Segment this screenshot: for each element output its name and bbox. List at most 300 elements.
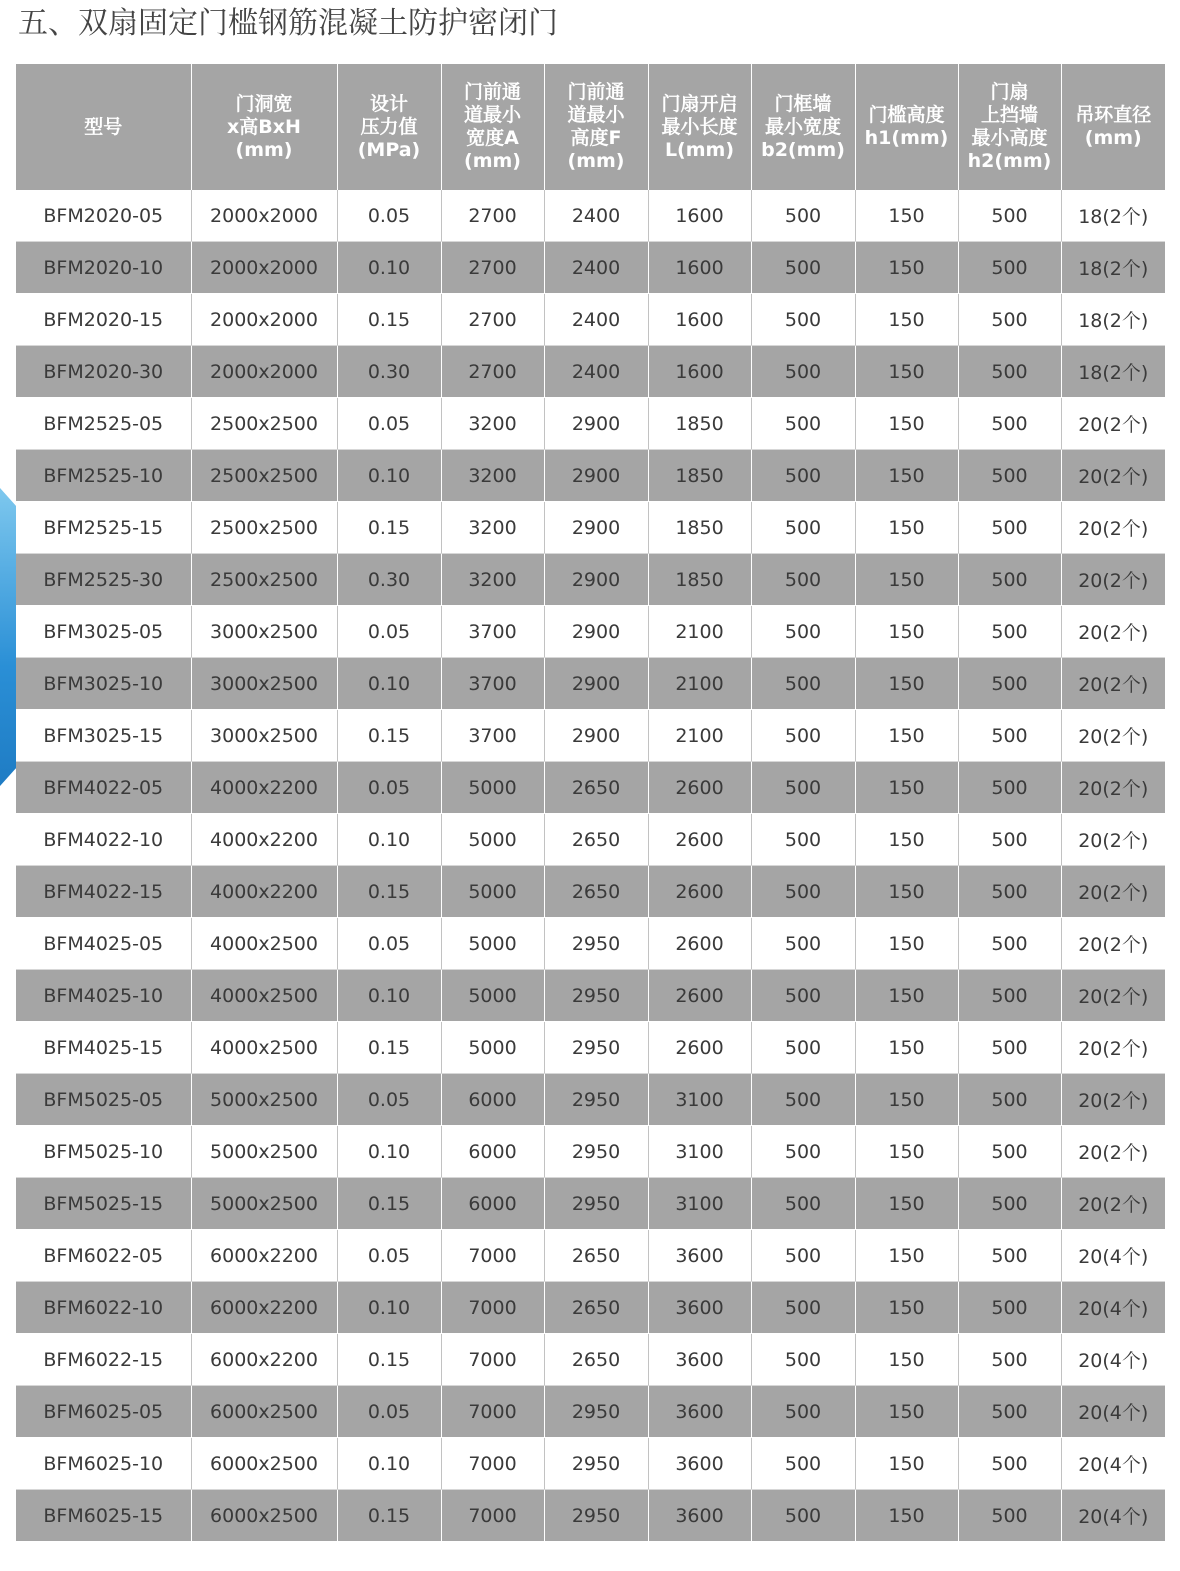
- cell-min-upper-wall-height: 500: [958, 502, 1061, 554]
- cell-min-upper-wall-height: 500: [958, 866, 1061, 918]
- cell-opening-size: 2000x2000: [191, 346, 337, 398]
- cell-design-pressure: 0.10: [337, 1438, 441, 1490]
- cell-min-frame-wall-width: 500: [751, 1490, 855, 1542]
- cell-threshold-height: 150: [855, 1022, 958, 1074]
- cell-lifting-ring-diameter: 20(2个): [1061, 866, 1165, 918]
- cell-threshold-height: 150: [855, 450, 958, 502]
- cell-min-passage-width: 2700: [441, 294, 544, 346]
- table-row: [16, 450, 1165, 502]
- cell-min-upper-wall-height: 500: [958, 762, 1061, 814]
- cell-min-upper-wall-height: 500: [958, 1022, 1061, 1074]
- cell-threshold-height: 150: [855, 1334, 958, 1386]
- cell-min-opening-length: 3100: [648, 1126, 751, 1178]
- cell-min-passage-width: 7000: [441, 1334, 544, 1386]
- cell-min-passage-width: 3200: [441, 450, 544, 502]
- cell-lifting-ring-diameter: 20(4个): [1061, 1282, 1165, 1334]
- cell-threshold-height: 150: [855, 554, 958, 606]
- cell-min-upper-wall-height: 500: [958, 1282, 1061, 1334]
- cell-lifting-ring-diameter: 20(2个): [1061, 1126, 1165, 1178]
- cell-min-passage-width: 2700: [441, 346, 544, 398]
- cell-min-frame-wall-width: 500: [751, 398, 855, 450]
- cell-min-passage-height: 2950: [544, 1178, 648, 1230]
- cell-threshold-height: 150: [855, 866, 958, 918]
- cell-lifting-ring-diameter: 20(4个): [1061, 1490, 1165, 1542]
- cell-min-passage-width: 7000: [441, 1282, 544, 1334]
- cell-design-pressure: 0.05: [337, 1230, 441, 1282]
- cell-min-opening-length: 1850: [648, 502, 751, 554]
- cell-min-frame-wall-width: 500: [751, 554, 855, 606]
- header-min-passage-width: 门前通 道最小 宽度A (mm): [441, 64, 544, 190]
- cell-lifting-ring-diameter: 18(2个): [1061, 242, 1165, 294]
- cell-model: BFM5025-05: [16, 1074, 191, 1126]
- cell-min-opening-length: 1850: [648, 398, 751, 450]
- table-row: [16, 242, 1165, 294]
- cell-min-passage-width: 7000: [441, 1386, 544, 1438]
- cell-lifting-ring-diameter: 20(2个): [1061, 398, 1165, 450]
- cell-min-upper-wall-height: 500: [958, 1490, 1061, 1542]
- cell-min-upper-wall-height: 500: [958, 918, 1061, 970]
- cell-model: BFM2525-05: [16, 398, 191, 450]
- table-row: [16, 658, 1165, 710]
- cell-threshold-height: 150: [855, 762, 958, 814]
- cell-model: BFM4025-15: [16, 1022, 191, 1074]
- cell-lifting-ring-diameter: 20(4个): [1061, 1334, 1165, 1386]
- table-row: [16, 710, 1165, 762]
- cell-min-passage-height: 2900: [544, 658, 648, 710]
- cell-lifting-ring-diameter: 20(2个): [1061, 814, 1165, 866]
- cell-min-upper-wall-height: 500: [958, 1126, 1061, 1178]
- cell-design-pressure: 0.05: [337, 606, 441, 658]
- cell-design-pressure: 0.10: [337, 242, 441, 294]
- cell-threshold-height: 150: [855, 658, 958, 710]
- cell-min-passage-width: 2700: [441, 242, 544, 294]
- cell-model: BFM4025-10: [16, 970, 191, 1022]
- cell-min-frame-wall-width: 500: [751, 1438, 855, 1490]
- cell-min-opening-length: 2600: [648, 866, 751, 918]
- header-min-passage-height: 门前通 道最小 高度F (mm): [544, 64, 648, 190]
- header-design-pressure: 设计 压力值 (MPa): [337, 64, 441, 190]
- cell-opening-size: 2500x2500: [191, 398, 337, 450]
- table-row: [16, 502, 1165, 554]
- header-threshold-height: 门槛高度 h1(mm): [855, 64, 958, 190]
- cell-min-upper-wall-height: 500: [958, 346, 1061, 398]
- cell-design-pressure: 0.05: [337, 190, 441, 242]
- cell-min-passage-width: 6000: [441, 1074, 544, 1126]
- cell-lifting-ring-diameter: 20(2个): [1061, 450, 1165, 502]
- cell-design-pressure: 0.05: [337, 1386, 441, 1438]
- cell-min-frame-wall-width: 500: [751, 658, 855, 710]
- cell-min-frame-wall-width: 500: [751, 1282, 855, 1334]
- cell-min-opening-length: 1850: [648, 450, 751, 502]
- cell-model: BFM5025-10: [16, 1126, 191, 1178]
- cell-lifting-ring-diameter: 18(2个): [1061, 190, 1165, 242]
- cell-min-upper-wall-height: 500: [958, 1386, 1061, 1438]
- cell-min-frame-wall-width: 500: [751, 1230, 855, 1282]
- cell-threshold-height: 150: [855, 606, 958, 658]
- cell-min-passage-height: 2950: [544, 970, 648, 1022]
- cell-opening-size: 4000x2200: [191, 762, 337, 814]
- cell-min-passage-height: 2950: [544, 1022, 648, 1074]
- cell-min-frame-wall-width: 500: [751, 242, 855, 294]
- cell-min-opening-length: 1600: [648, 346, 751, 398]
- cell-design-pressure: 0.15: [337, 294, 441, 346]
- table-row: [16, 398, 1165, 450]
- cell-design-pressure: 0.15: [337, 1022, 441, 1074]
- cell-min-passage-width: 3700: [441, 606, 544, 658]
- cell-lifting-ring-diameter: 20(2个): [1061, 502, 1165, 554]
- cell-min-passage-height: 2950: [544, 1490, 648, 1542]
- cell-min-upper-wall-height: 500: [958, 450, 1061, 502]
- cell-min-passage-height: 2950: [544, 1438, 648, 1490]
- table-row: [16, 606, 1165, 658]
- cell-min-upper-wall-height: 500: [958, 710, 1061, 762]
- cell-min-frame-wall-width: 500: [751, 190, 855, 242]
- cell-min-opening-length: 2600: [648, 762, 751, 814]
- cell-min-passage-height: 2950: [544, 918, 648, 970]
- cell-min-opening-length: 3600: [648, 1438, 751, 1490]
- side-accent-bar: [0, 488, 16, 786]
- cell-opening-size: 2000x2000: [191, 294, 337, 346]
- cell-min-passage-height: 2900: [544, 398, 648, 450]
- cell-min-upper-wall-height: 500: [958, 970, 1061, 1022]
- cell-min-frame-wall-width: 500: [751, 346, 855, 398]
- cell-min-passage-height: 2900: [544, 606, 648, 658]
- cell-min-passage-height: 2400: [544, 242, 648, 294]
- header-min-frame-wall-width: 门框墙 最小宽度 b2(mm): [751, 64, 855, 190]
- cell-min-opening-length: 3600: [648, 1230, 751, 1282]
- cell-opening-size: 4000x2500: [191, 918, 337, 970]
- table-row: [16, 1178, 1165, 1230]
- cell-min-opening-length: 2600: [648, 814, 751, 866]
- cell-model: BFM2020-30: [16, 346, 191, 398]
- cell-model: BFM2525-10: [16, 450, 191, 502]
- cell-opening-size: 4000x2500: [191, 1022, 337, 1074]
- cell-opening-size: 6000x2200: [191, 1334, 337, 1386]
- cell-design-pressure: 0.15: [337, 710, 441, 762]
- cell-min-frame-wall-width: 500: [751, 450, 855, 502]
- cell-lifting-ring-diameter: 20(2个): [1061, 1178, 1165, 1230]
- cell-lifting-ring-diameter: 20(4个): [1061, 1438, 1165, 1490]
- cell-min-opening-length: 3100: [648, 1074, 751, 1126]
- header-min-upper-wall-height: 门扇 上挡墙 最小高度 h2(mm): [958, 64, 1061, 190]
- cell-min-upper-wall-height: 500: [958, 606, 1061, 658]
- cell-model: BFM3025-05: [16, 606, 191, 658]
- table-row: [16, 554, 1165, 606]
- cell-min-passage-height: 2400: [544, 346, 648, 398]
- cell-design-pressure: 0.05: [337, 762, 441, 814]
- header-model: 型号: [16, 64, 191, 190]
- cell-min-opening-length: 2600: [648, 918, 751, 970]
- cell-min-upper-wall-height: 500: [958, 242, 1061, 294]
- cell-min-opening-length: 1600: [648, 242, 751, 294]
- cell-threshold-height: 150: [855, 1490, 958, 1542]
- cell-lifting-ring-diameter: 20(2个): [1061, 1074, 1165, 1126]
- cell-model: BFM4025-05: [16, 918, 191, 970]
- cell-opening-size: 6000x2500: [191, 1438, 337, 1490]
- header-min-opening-length: 门扇开启 最小长度 L(mm): [648, 64, 751, 190]
- cell-lifting-ring-diameter: 20(2个): [1061, 1022, 1165, 1074]
- cell-min-passage-width: 2700: [441, 190, 544, 242]
- table-row: [16, 1230, 1165, 1282]
- cell-design-pressure: 0.15: [337, 866, 441, 918]
- spec-table: [16, 64, 1165, 1542]
- cell-min-upper-wall-height: 500: [958, 1438, 1061, 1490]
- table-row: [16, 1386, 1165, 1438]
- cell-threshold-height: 150: [855, 918, 958, 970]
- cell-min-passage-width: 7000: [441, 1490, 544, 1542]
- cell-min-frame-wall-width: 500: [751, 1022, 855, 1074]
- cell-design-pressure: 0.10: [337, 814, 441, 866]
- table-row: [16, 346, 1165, 398]
- cell-threshold-height: 150: [855, 346, 958, 398]
- cell-threshold-height: 150: [855, 190, 958, 242]
- table-row: [16, 866, 1165, 918]
- header-opening-size: 门洞宽 x高BxH (mm): [191, 64, 337, 190]
- cell-min-passage-height: 2400: [544, 294, 648, 346]
- cell-min-frame-wall-width: 500: [751, 294, 855, 346]
- cell-model: BFM4022-05: [16, 762, 191, 814]
- cell-min-passage-width: 3700: [441, 710, 544, 762]
- table-row: [16, 970, 1165, 1022]
- cell-min-opening-length: 1850: [648, 554, 751, 606]
- cell-threshold-height: 150: [855, 970, 958, 1022]
- cell-min-upper-wall-height: 500: [958, 294, 1061, 346]
- table-row: [16, 1022, 1165, 1074]
- cell-opening-size: 2500x2500: [191, 554, 337, 606]
- cell-model: BFM6025-15: [16, 1490, 191, 1542]
- cell-min-opening-length: 3600: [648, 1334, 751, 1386]
- cell-design-pressure: 0.30: [337, 554, 441, 606]
- table-row: [16, 190, 1165, 242]
- cell-opening-size: 5000x2500: [191, 1126, 337, 1178]
- cell-threshold-height: 150: [855, 1074, 958, 1126]
- cell-threshold-height: 150: [855, 1386, 958, 1438]
- cell-min-opening-length: 3600: [648, 1386, 751, 1438]
- cell-lifting-ring-diameter: 20(4个): [1061, 1386, 1165, 1438]
- cell-lifting-ring-diameter: 20(2个): [1061, 710, 1165, 762]
- cell-lifting-ring-diameter: 20(2个): [1061, 606, 1165, 658]
- cell-min-upper-wall-height: 500: [958, 190, 1061, 242]
- cell-model: BFM6025-10: [16, 1438, 191, 1490]
- cell-threshold-height: 150: [855, 1230, 958, 1282]
- cell-min-opening-length: 2100: [648, 606, 751, 658]
- cell-min-passage-height: 2650: [544, 866, 648, 918]
- cell-model: BFM6022-15: [16, 1334, 191, 1386]
- cell-min-passage-height: 2650: [544, 1334, 648, 1386]
- cell-lifting-ring-diameter: 20(2个): [1061, 554, 1165, 606]
- cell-design-pressure: 0.10: [337, 970, 441, 1022]
- table-row: [16, 1334, 1165, 1386]
- cell-threshold-height: 150: [855, 1126, 958, 1178]
- cell-threshold-height: 150: [855, 1282, 958, 1334]
- cell-min-opening-length: 2600: [648, 970, 751, 1022]
- cell-design-pressure: 0.10: [337, 1282, 441, 1334]
- cell-min-upper-wall-height: 500: [958, 658, 1061, 710]
- cell-min-frame-wall-width: 500: [751, 1074, 855, 1126]
- cell-opening-size: 2500x2500: [191, 450, 337, 502]
- cell-min-opening-length: 2100: [648, 658, 751, 710]
- cell-min-frame-wall-width: 500: [751, 762, 855, 814]
- table-row: [16, 294, 1165, 346]
- cell-opening-size: 6000x2200: [191, 1230, 337, 1282]
- cell-design-pressure: 0.30: [337, 346, 441, 398]
- cell-threshold-height: 150: [855, 1438, 958, 1490]
- cell-min-passage-height: 2650: [544, 1230, 648, 1282]
- cell-lifting-ring-diameter: 18(2个): [1061, 294, 1165, 346]
- cell-threshold-height: 150: [855, 398, 958, 450]
- cell-opening-size: 2000x2000: [191, 242, 337, 294]
- cell-min-passage-height: 2950: [544, 1126, 648, 1178]
- cell-lifting-ring-diameter: 18(2个): [1061, 346, 1165, 398]
- cell-threshold-height: 150: [855, 1178, 958, 1230]
- cell-opening-size: 3000x2500: [191, 658, 337, 710]
- cell-design-pressure: 0.15: [337, 1490, 441, 1542]
- cell-lifting-ring-diameter: 20(2个): [1061, 918, 1165, 970]
- cell-model: BFM3025-15: [16, 710, 191, 762]
- table-row: [16, 1282, 1165, 1334]
- table-body: [16, 190, 1165, 1542]
- cell-min-frame-wall-width: 500: [751, 502, 855, 554]
- page-title: 五、双扇固定门槛钢筋混凝土防护密闭门: [18, 6, 558, 41]
- cell-min-opening-length: 2600: [648, 1022, 751, 1074]
- cell-min-passage-width: 3700: [441, 658, 544, 710]
- cell-min-frame-wall-width: 500: [751, 814, 855, 866]
- cell-lifting-ring-diameter: 20(4个): [1061, 1230, 1165, 1282]
- cell-design-pressure: 0.10: [337, 450, 441, 502]
- cell-model: BFM4022-15: [16, 866, 191, 918]
- cell-min-passage-width: 7000: [441, 1230, 544, 1282]
- cell-min-opening-length: 2100: [648, 710, 751, 762]
- cell-design-pressure: 0.10: [337, 658, 441, 710]
- cell-min-passage-height: 2650: [544, 814, 648, 866]
- cell-min-passage-height: 2950: [544, 1074, 648, 1126]
- cell-min-passage-height: 2650: [544, 762, 648, 814]
- cell-min-passage-width: 7000: [441, 1438, 544, 1490]
- cell-min-upper-wall-height: 500: [958, 1230, 1061, 1282]
- cell-opening-size: 2500x2500: [191, 502, 337, 554]
- cell-min-passage-width: 5000: [441, 1022, 544, 1074]
- cell-min-passage-width: 3200: [441, 554, 544, 606]
- cell-min-opening-length: 3100: [648, 1178, 751, 1230]
- cell-min-frame-wall-width: 500: [751, 1126, 855, 1178]
- cell-model: BFM6022-05: [16, 1230, 191, 1282]
- cell-model: BFM6022-10: [16, 1282, 191, 1334]
- cell-opening-size: 4000x2500: [191, 970, 337, 1022]
- cell-design-pressure: 0.05: [337, 1074, 441, 1126]
- cell-min-opening-length: 3600: [648, 1490, 751, 1542]
- cell-threshold-height: 150: [855, 294, 958, 346]
- cell-min-passage-height: 2950: [544, 1386, 648, 1438]
- table-row: [16, 1438, 1165, 1490]
- cell-model: BFM2020-15: [16, 294, 191, 346]
- cell-design-pressure: 0.10: [337, 1126, 441, 1178]
- cell-design-pressure: 0.15: [337, 502, 441, 554]
- cell-design-pressure: 0.15: [337, 1178, 441, 1230]
- cell-min-frame-wall-width: 500: [751, 1386, 855, 1438]
- table-header-row: [16, 64, 1165, 190]
- cell-threshold-height: 150: [855, 502, 958, 554]
- table-row: [16, 814, 1165, 866]
- cell-opening-size: 5000x2500: [191, 1074, 337, 1126]
- cell-min-passage-height: 2650: [544, 1282, 648, 1334]
- cell-min-frame-wall-width: 500: [751, 1178, 855, 1230]
- table-row: [16, 1074, 1165, 1126]
- header-lifting-ring-diameter: 吊环直径 (mm): [1061, 64, 1165, 190]
- cell-opening-size: 6000x2500: [191, 1490, 337, 1542]
- cell-min-passage-width: 5000: [441, 814, 544, 866]
- cell-min-frame-wall-width: 500: [751, 866, 855, 918]
- cell-min-frame-wall-width: 500: [751, 918, 855, 970]
- cell-threshold-height: 150: [855, 710, 958, 762]
- cell-opening-size: 5000x2500: [191, 1178, 337, 1230]
- cell-threshold-height: 150: [855, 242, 958, 294]
- cell-min-upper-wall-height: 500: [958, 1334, 1061, 1386]
- cell-design-pressure: 0.15: [337, 1334, 441, 1386]
- cell-min-upper-wall-height: 500: [958, 1074, 1061, 1126]
- cell-min-passage-width: 5000: [441, 970, 544, 1022]
- cell-opening-size: 4000x2200: [191, 814, 337, 866]
- cell-opening-size: 6000x2200: [191, 1282, 337, 1334]
- cell-min-passage-height: 2900: [544, 710, 648, 762]
- cell-lifting-ring-diameter: 20(2个): [1061, 658, 1165, 710]
- cell-design-pressure: 0.05: [337, 398, 441, 450]
- cell-min-frame-wall-width: 500: [751, 1334, 855, 1386]
- table-row: [16, 762, 1165, 814]
- cell-min-passage-width: 5000: [441, 762, 544, 814]
- cell-min-passage-height: 2900: [544, 450, 648, 502]
- cell-model: BFM2020-10: [16, 242, 191, 294]
- cell-min-passage-width: 3200: [441, 398, 544, 450]
- cell-threshold-height: 150: [855, 814, 958, 866]
- cell-min-opening-length: 3600: [648, 1282, 751, 1334]
- cell-min-passage-width: 5000: [441, 866, 544, 918]
- table-row: [16, 1490, 1165, 1542]
- cell-min-passage-width: 3200: [441, 502, 544, 554]
- cell-min-frame-wall-width: 500: [751, 970, 855, 1022]
- cell-opening-size: 3000x2500: [191, 710, 337, 762]
- table-row: [16, 918, 1165, 970]
- cell-lifting-ring-diameter: 20(2个): [1061, 970, 1165, 1022]
- cell-min-frame-wall-width: 500: [751, 606, 855, 658]
- cell-model: BFM2525-30: [16, 554, 191, 606]
- cell-design-pressure: 0.05: [337, 918, 441, 970]
- cell-opening-size: 4000x2200: [191, 866, 337, 918]
- cell-model: BFM4022-10: [16, 814, 191, 866]
- table-row: [16, 1126, 1165, 1178]
- cell-model: BFM2020-05: [16, 190, 191, 242]
- cell-min-passage-width: 6000: [441, 1126, 544, 1178]
- cell-min-upper-wall-height: 500: [958, 398, 1061, 450]
- cell-opening-size: 2000x2000: [191, 190, 337, 242]
- cell-min-opening-length: 1600: [648, 294, 751, 346]
- cell-min-passage-width: 6000: [441, 1178, 544, 1230]
- cell-min-passage-height: 2900: [544, 554, 648, 606]
- cell-min-passage-height: 2900: [544, 502, 648, 554]
- cell-min-passage-width: 5000: [441, 918, 544, 970]
- cell-min-upper-wall-height: 500: [958, 814, 1061, 866]
- cell-model: BFM3025-10: [16, 658, 191, 710]
- cell-min-frame-wall-width: 500: [751, 710, 855, 762]
- cell-opening-size: 3000x2500: [191, 606, 337, 658]
- cell-model: BFM6025-05: [16, 1386, 191, 1438]
- cell-model: BFM5025-15: [16, 1178, 191, 1230]
- cell-model: BFM2525-15: [16, 502, 191, 554]
- cell-opening-size: 6000x2500: [191, 1386, 337, 1438]
- cell-min-opening-length: 1600: [648, 190, 751, 242]
- cell-min-upper-wall-height: 500: [958, 554, 1061, 606]
- cell-lifting-ring-diameter: 20(2个): [1061, 762, 1165, 814]
- cell-min-upper-wall-height: 500: [958, 1178, 1061, 1230]
